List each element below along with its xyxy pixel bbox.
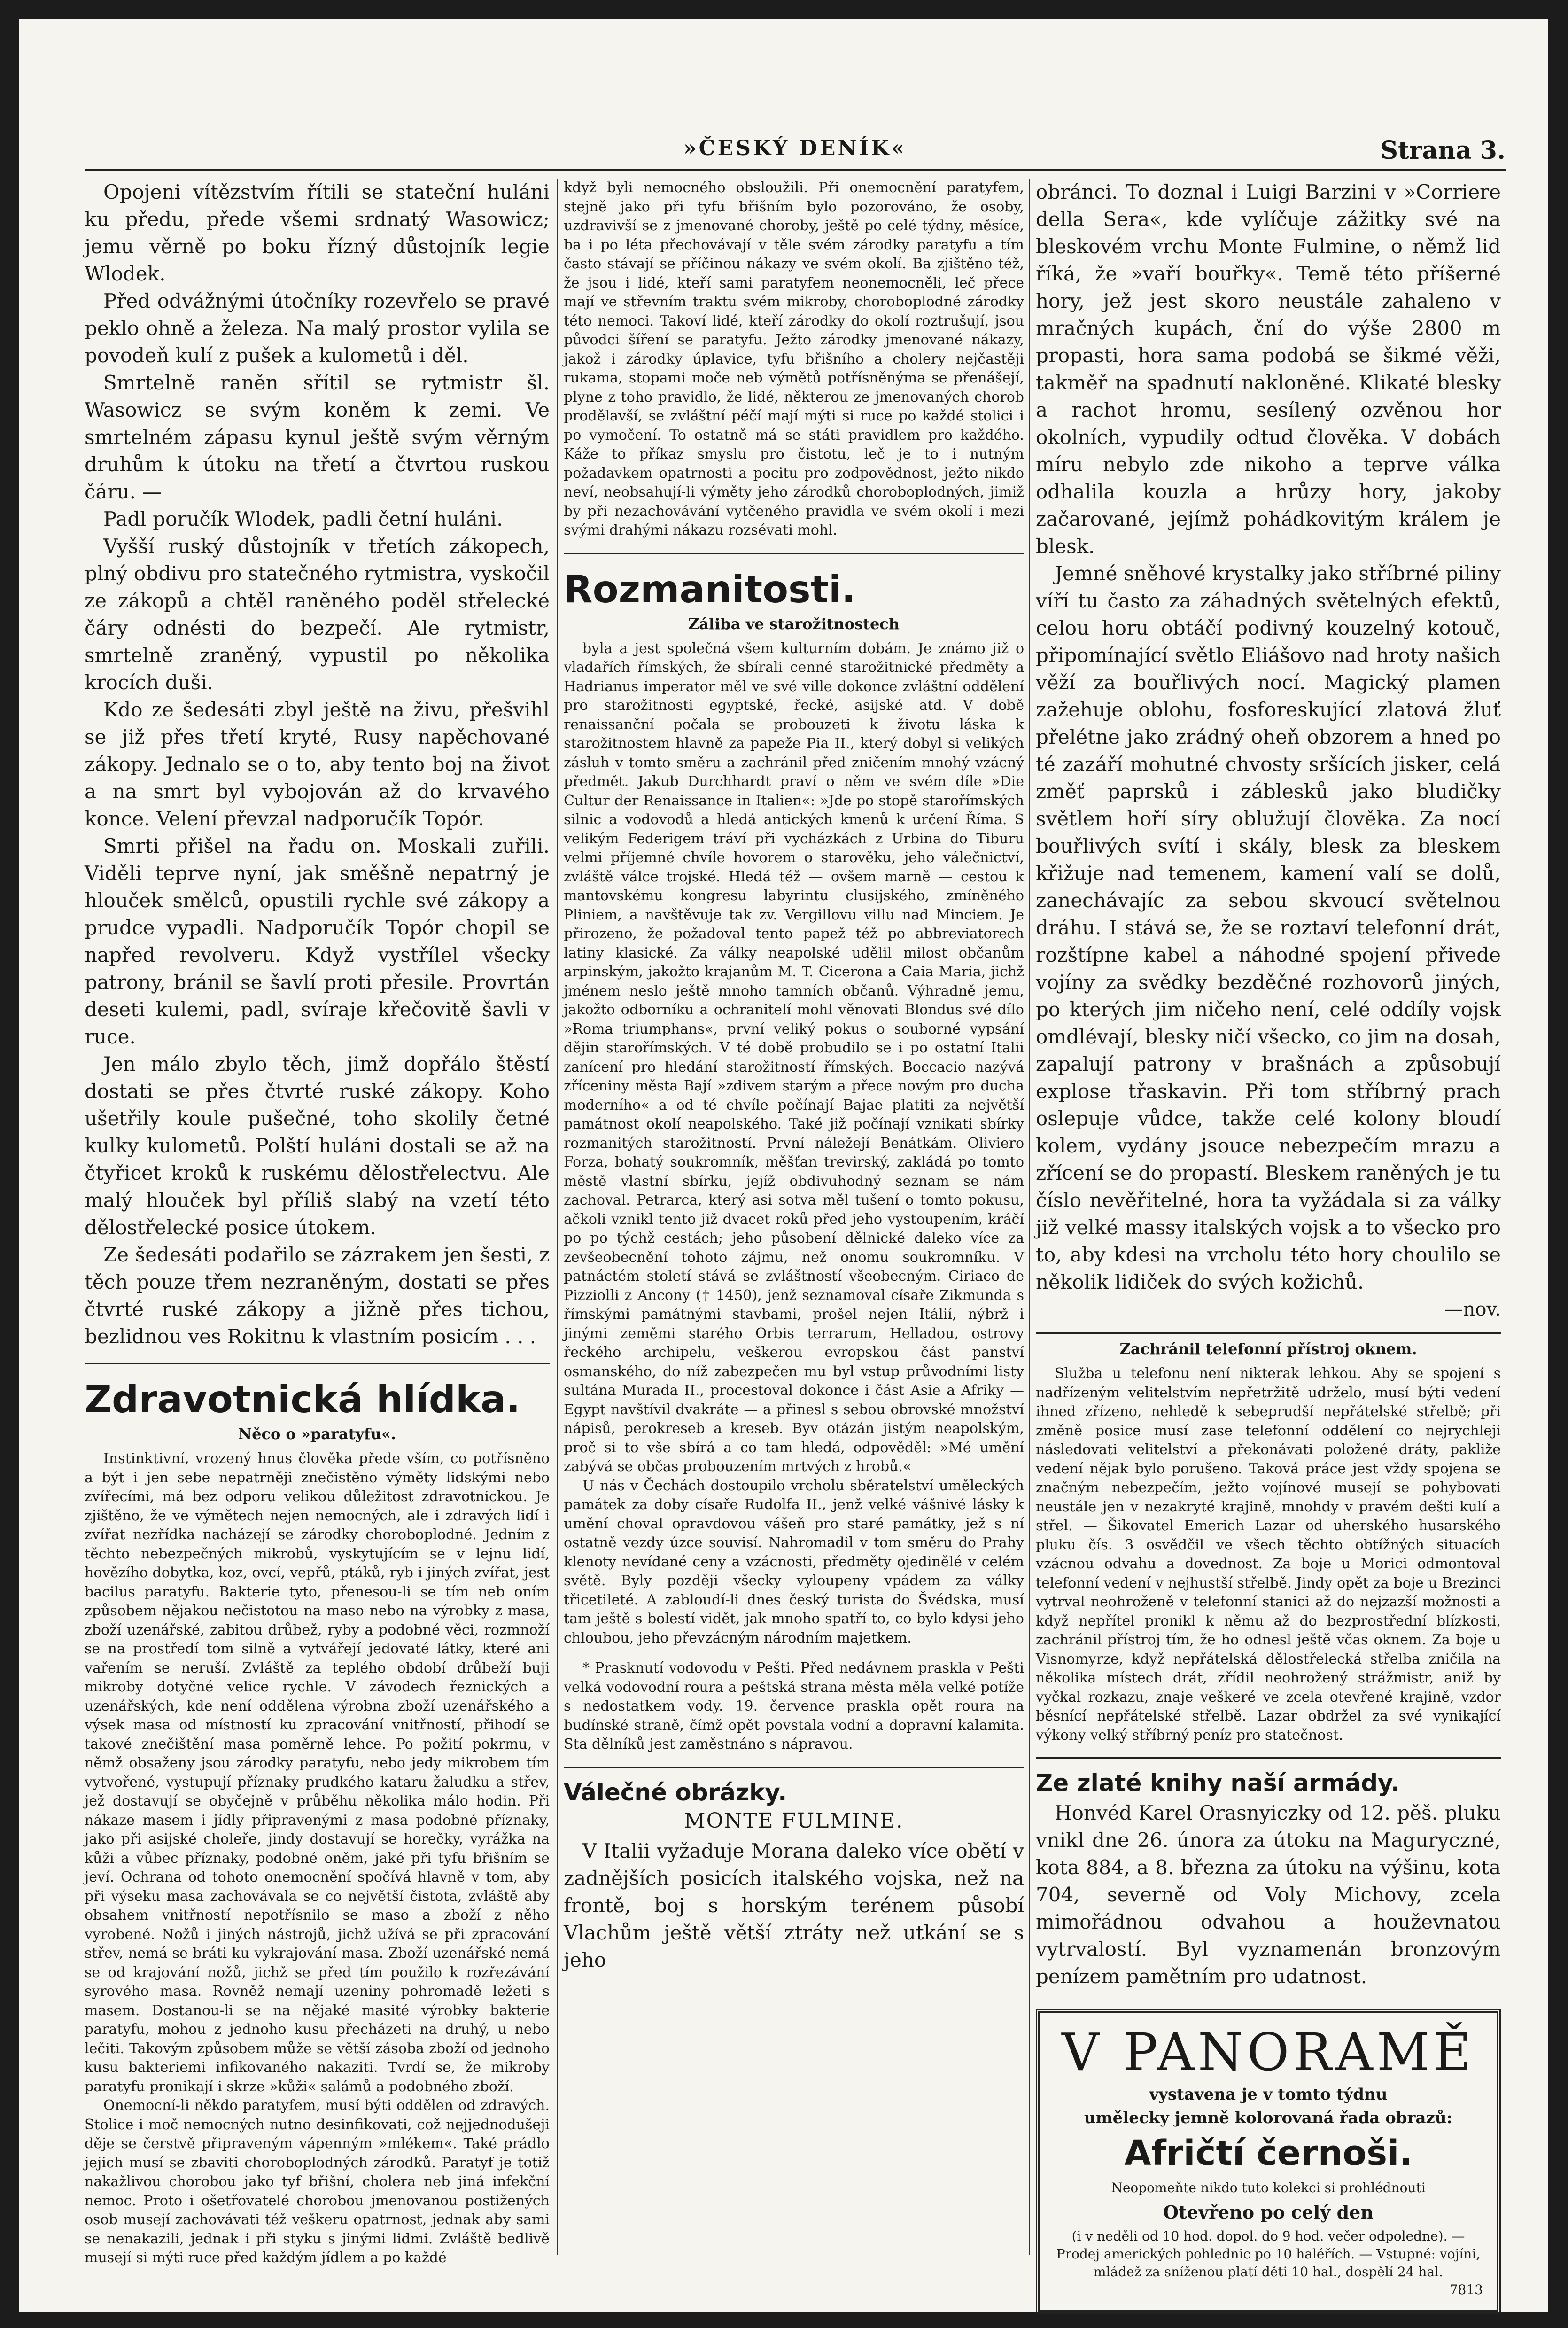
paragraph: Kdo ze šedesáti zbyl ještě na živu, přešvihl se již přes třetí kryté, Rusy napěchované zákopy. Jednalo se o to, aby tento boj na život a na smrt byl vybojován až do krvavého konce. Velení převzal nadporučík Topór. (85, 698, 550, 830)
article-subtitle: MONTE FULMINE. (684, 1808, 904, 1833)
article-subtitle: Něco o »paratyfu«. (238, 1425, 396, 1443)
fulmine-article (564, 1837, 1024, 1974)
masthead: »ČESKÝ DENÍK« (683, 136, 907, 160)
column-rule (557, 179, 558, 2255)
paragraph: Jemné sněhové krystalky jako stříbrné piliny víří tu často za záhadných světelných efektů, celou horu obtáčí podivný kouzelný kotouč, připomínající světlo Eliášovo nad hroty našich věží za bouřlivých nocí. Magický plamen zažehuje oblohu, fosforeskující zlatová žluť přelétne jako zrádný oheň obzorem a hned po té zazáří mohutné chvosty sršících jisker, celá změť paprsků i záblesků jako bludičky světlem hoří síry oblužují člověka. Za nocí bouřlivých svítí i skály, blesk za bleskem křižuje nad temenem, kamení valí se dolů, zanechávajíc za sebou skvoucí světelnou dráhu. I stává se, že se roztaví telefonní drát, rozštípne kabel a náhodné spojení přivede vojíny za svědky bezděčné rozhovorů jiných, po kterých jim ničeho není, celé oddíly vojsk omdlévají, blesky ničí všecko, co jim na dosah, zapalují patrony v brašnách a způsobují explose třaskavin. Při tom stříbrný prach oslepuje vůdce, takže celé kolony bloudí kolem, vydány jsouce nebezpečím mrazu a zřícení se do propastí. Bleskem raněných je tu číslo nevěřitelné, hora ta vyžádala si za války již velké massy italských vojsk a to všecko pro to, aby kdesi na vrcholu této hory choulilo se několik lidiček do svých kožichů. (1036, 562, 1501, 1293)
section-divider (1036, 1332, 1501, 1334)
column-1 (85, 179, 550, 2266)
paragraph: Jen málo zbylo těch, jimž dopřálo štěstí dostati se přes čtvrté ruské zákopy. Koho ušetřily koule pušečné, toho skolily četné kulky kulometů. Polští huláni dostali se až na čtyřicet kroků k ruskému dělostřelectvu. Ale malý hlouček byl příliš slabý na vzetí této dělostřelecké posice útokem. (85, 1052, 550, 1239)
section-divider (1036, 1757, 1501, 1759)
ad-note: Neopomeňte nikdo tuto kolekci si prohlédnouti (1111, 2180, 1426, 2196)
ad-title: V PANORAMĚ (1062, 2022, 1475, 2082)
paragraph: Služba u telefonu není nikterak lehkou. Aby se spojení s nadřízeným velitelstvím nepřetržitě udrželo, musí býti vedení ihned zřízeno, nehledě k sebeprudší nepřátelské střelbě; při změně posice musí zase telefonní oddělení co nejrychleji následovati velitelství a překonávati položené dráty, pakliže vedení nějak bylo porušeno. Taková práce jest vždy spojena se značným nebezpečím, ježto vojínové musejí se pohybovati neustále jen v nezakryté krajině, mnohdy v pravém dešti kulí a střel. — Šikovatel Emerich Lazar od uherského husarského pluku čís. 3 osvědčil ve všech těchto obtížných situacích vzácnou odvahu a dovednost. Za boje u Morici odmontoval telefonní vedení v nejhustší střelbě. Jindy opět za boje u Brezinci vytrval neohroženě v telefonní stanici až do nejzazší možnosti a když nepřítel pronikl k němu až do bezprostřední blízkosti, zachránil přístroj tím, že ho odnesl ještě včas oknem. Za boje u Visnomyrze, když nepřátelská dělostřelecká střelba zničila na několika místech drát, zřídil neohrožený strážmistr, aniž by vyčkal rozkazu, znaje veškeré ve zcela otevřené krajině, vzdor běsnící nepřátelské střelbě. Lazar obdržel za své vynikající výkony velký stříbrný peníz pro statečnost. (1036, 1365, 1501, 1744)
paragraph: U nás v Čechách dostoupilo vrcholu sběratelství uměleckých památek za doby císaře Rudolfa II., jenž velké vášnivé lásky k umění choval opravdovou vášeň pro staré památky, jež s ní ostatně vezdy úzce souvisí. Nahromadil v tom směru do Prahy klenoty nevídané ceny a vzácnosti, předměty ojedinělé v celém světě. Byly později všecky vyloupeny vpádem za války třicetileté. A zabloudí-li dnes český turista do Švédska, musí tam ještě s bolestí vidět, jak mnoho spatří to, co bylo kdysi jeho chloubou, jeho převzácným národním majetkem. (564, 1477, 1024, 1646)
health-article-continued (564, 179, 1024, 540)
paragraph: Padl poručík Wlodek, padli četní huláni. (103, 507, 503, 530)
war-report-article (85, 179, 550, 1350)
paragraph: * Prasknutí vodovodu v Pešti. Před nedávnem praskla v Pešti velká vodovodní roura a peštská strana města měla velké potíže s nedostatkem vody. 19. července praskla opět roura na budínské straně, čímž opět povstala vodní a dopravní kalamita. Sta dělníků jest zaměstnáno s nápravou. (564, 1660, 1024, 1752)
paragraph: V Italii vyžaduje Morana daleko více obětí v zadnějších posicích italského vojska, než na frontě, boj s horským terénem působí Vlachům ještě větší ztráty než utkání se s jeho (564, 1839, 1024, 1971)
newspaper-page (19, 19, 1548, 2312)
fulmine-article-continued (1036, 179, 1501, 1320)
ad-opening-hours: Otevřeno po celý den (1163, 2202, 1374, 2223)
paragraph: Honvéd Karel Orasnyiczky od 12. pěš. pluku vnikl dne 26. února za útoku na Maguryczné, kota 884, a 8. března za útoku na výšinu, kota 704, severně od Voly Michovy, zcela mimořádnou odvahou a houževnatou vytrvalostí. Byl vyznamenán bronzovým penízem pamětním pro udatnost. (1036, 1801, 1501, 1988)
section-title-misc: Rozmanitosti. (564, 567, 856, 611)
article-subtitle: Záliba ve starožitnostech (688, 615, 900, 633)
ad-line: umělecky jemně kolorovaná řada obrazů: (1084, 2109, 1453, 2127)
paragraph: když byli nemocného obsloužili. Při onemocnění paratyfem, stejně jako při tyfu břišním bylo pozorováno, že osoby, uzdravivší se z jmenované choroby, ještě po celé týdny, měsíce, ba i po léta přechovávají v těle svém zárodky paratyfu a tím často stávají se příčinou nákazy ve svém okolí. Ba zjištěno též, že jsou i lidé, kteří sami paratyfem neonemocněli, leč přece mají ve střevním traktu svém mikroby, choroboplodné zárodky této nemoci. Takoví lidé, kteří zárodky do okolí roztrušují, jsou původci šíření se paratyfu. Ježto zárodky jmenované nákazy, jakož i zárodky úplavice, tyfu břišního a cholery nejčastěji rukama, stopami moče neb výmětů potřísněnýma se přenášejí, plyne z toho pravidlo, že lidé, některou ze jmenovaných chorob prodělavší, se zvláštní péčí mají mýti si ruce po každé stolici i po vymočení. To ostatně má se státi pravidlem pro každého. Káže to příkaz smyslu pro čistotu, leč je to i nutným požadavkem opatrnosti a pocitu pro zodpovědnost, ježto nikdo neví, neobsahují-li výměty jeho zárodků choroboplodných, jimiž by při nezachovávání vytčeného pravidla ve svém okolí i mezi svými drahými nákazu rozsévati mohl. (564, 179, 1024, 538)
health-article (85, 1449, 550, 2268)
golden-book-article (1036, 1799, 1501, 1990)
news-brief (564, 1659, 1024, 1754)
section-title-health: Zdravotnická hlídka. (85, 1378, 520, 1421)
page-number: Strana 3. (1380, 136, 1506, 165)
section-divider (85, 1363, 550, 1364)
paragraph: byla a jest společná všem kulturním dobám. Je známo již o vladařích římských, že sbírali cenné starožitnické předměty a Hadrianus imperator měl ve své ville dokonce zvláštní oddělení pro starožitnosti egyptské, řecké, asijské atd. V době renaissanční počala se probouzeti k životu láska k starožitnostem hlavně za papeže Pia II., který dobyl si velikých zásluh v tomto směru a zachránil před zničením mnohý vzácný předmět. Jakub Durchhardt praví o něm ve svém díle »Die Cultur der Renaissance in Italien«: »Jde po stopě starořímských silnic a vodovodů a hledá antických kmenů k určení Říma. S velikým Federigem tráví při vycházkách z Urbina do Tiburu velmi příjemné chvíle hovorem o starověku, jeho válečnictví, zvláště válce trojské. Hledá též — ovšem marně — cestou k mantovskému kongresu labyrintu clusijského, zmíněného Pliniem, a navštěvuje tak zv. Vergillovu villu nad Minciem. Je přirozeno, že požadoval tento papež též po abbreviatorech latiny klasické. Za války neapolské udělil milost občanům arpinským, jakožto krajanům M. T. Cicerona a Caia Maria, jichž jménem neslo ještě mnoho tamních občanů. Výhradně jemu, jakožto odborníku a ochranitelí mohl věnovati Blondus své dílo »Roma triumphans«, první veliký pokus o souborné vypsání dějin starořímských. V té době probudilo se i po ostatní Italii zanícení pro hledání starožitností římských. Boccacio nazývá zříceniny města Bají »zdivem starým a přece novým pro ducha moderního« a od té chvíle počínají Bajae platiti za největší památnost okolí neapolského. Také již počínají vznikati sbírky rozmanitých starožitností. První náležejí Benátkám. Oliviero Forza, bohatý soukromník, měšťan trevirský, zakládá po tomto městě vlastní sbírku, jejíž obdivuhodný seznam se nám zachoval. Petrarca, který asi sotva měl tušení o tomto pokusu, ačkoli vznikl tento již dvacet roků před jeho vystoupením, kráčí po po týchž cestách; jeho působení dělnické daleko více za zevšeobecnění tohoto zájmu, než onomu soukromníku. V patnáctém století stává se zvláštností všeobecným. Ciriaco de Pizziolli z Ancony († 1450), jenž seznamoval císaře Zikmunda s římskými památnými stavbami, prošel nejen Itálií, nýbrž i jinými zeměmi starého Orbis terrarum, Helladou, ostrovy řeckého archipelu, veškerou evropskou část panství osmanského, do níž zabezpečen mu byl vstup průvodními listy sultána Murada II., procestoval dokonce i část Asie a Afriky — Egypt navštívil dvakráte — a přinesl s sebou obrovské množství nápisů, perokreseb a kreseb. Byv otázán jistým neapolským, proč si to vše sbírá a co tam hledá, odpověděl: »Mé umění zabývá se občas probouzením mrtvých z hrobů.« (564, 640, 1024, 1475)
paragraph: Smrti přišel na řadu on. Moskali zuřili. Viděli teprve nyní, jak směšně nepatrný je hlouček smělců, opustili rychle své zákopy a prudce vypadli. Nadporučík Topór chopil se napřed revolveru. Když vystřílel všecky patrony, bránil se šavlí proti přesile. Provrtán deseti kulemi, padl, svíraje křečovitě šavli v ruce. (85, 834, 550, 1048)
column-rule (1029, 179, 1030, 2255)
paragraph: Před odvážnými útočníky rozevřelo se pravé peklo ohně a železa. Na malý prostor vylila se povodeň kulí z pušek a kulometů i děl. (85, 289, 550, 367)
section-divider (564, 1767, 1024, 1768)
panorama-advertisement (1036, 2009, 1501, 2314)
paragraph: Onemocní-li někdo paratyfem, musí býti oddělen od zdravých. Stolice i moč nemocných nutno desinfikovati, což nejjednodušeji děje se čerstvě připraveným vápenným »mlékem«. Také prádlo jejich musí se zbaviti choroboplodných zárodků. Paratyf je totiž nakažlivou chorobou jako tyf břišní, cholera neb jiná infekční nemoc. Proto i ošetřovatelé chorobou jmenovanou postižených osob musejí zachovávati též veškeru opatrnost, jednak aby sami se nenakazili, jednak i při styku s jinými lidmi. Zvláště bedlivě musejí si mýti ruce před každým jídlem a po každé (85, 2097, 550, 2266)
paragraph: Ze šedesáti podařilo se zázrakem jen šesti, z těch pouze třem nezraněným, dostati se přes čtvrté ruské zákopy a jižně přes tichou, bezlidnou ves Rokitnu k vlastním posicím . . . (85, 1243, 550, 1348)
paragraph: obránci. To doznal i Luigi Barzini v »Corriere della Sera«, kde vylíčuje zážitky své na bleskovém vrchu Monte Fulmine, o němž lid říká, že »vaří bouřky«. Temě této příšerné hory, jež jest skoro neustále zahaleno v mračných kupách, ční do výše 2800 m propasti, hora sama podobá se šikmé věži, takměř na spadnutí nakloněné. Klikaté blesky a rachot hromu, sesílený ozvěnou hor okolních, vypudily odtud člověka. V dobách míru nebylo zde nikoho a teprve válka odhalila kouzla a hrůzy hory, jakoby začarované, jejímž pohádkovitým králem je blesk. (1036, 180, 1501, 558)
paragraph: Opojeni vítězstvím řítili se stateční huláni ku předu, přede všemi srdnatý Wasowicz; jemu věrně po boku řízný důstojník legie Wlodek. (85, 180, 550, 285)
column-3 (1036, 179, 1501, 2297)
section-title-war-pictures: Válečné obrázky. (564, 1778, 787, 1806)
ad-prices: (i v neděli od 10 hod. dopol. do 9 hod. večer odpoledne). — Prodej amerických pohlednic po 10 haléřích. — Vstupné: vojíni, mládež za sníženou platí děti 10 hal., dospělí 24 hal. (1056, 2228, 1481, 2280)
ad-line: vystavena je v tomto týdnu (1149, 2085, 1388, 2104)
paragraph: Smrtelně raněn sřítil se rytmistr šl. Wasowicz se svým koněm k zemi. Ve smrtelném zápasu kynul ještě svým věrným druhům k útoku na třetí a čtvrtou ruskou čáru. — (85, 371, 550, 503)
section-divider (564, 553, 1024, 554)
column-2 (564, 179, 1024, 2255)
paragraph: Vyšší ruský důstojník v třetích zákopech, plný obdivu pro statečného rytmistra, vyskočil ze zákopů a chtěl raněného poděl střelecké čáry odnésti do bezpečí. Ale rytmistr, smrtelně zraněný, vypustil po několika krocích duši. (85, 535, 550, 694)
page-header (85, 127, 1506, 171)
author-signature: —nov. (1444, 1299, 1501, 1320)
telephone-article (1036, 1364, 1501, 1745)
antiques-article (564, 639, 1024, 1648)
paragraph: Instinktivní, vrozený hnus člověka přede vším, co potřísněno a být i jen sebe nepatrněji znečistěno výměty lidskými nebo zvířecími, má bez odporu velikou důležitost zdravotnickou. Je zjištěno, že ve výmětech nejen nemocných, ale i zdravých lidí i zvířat nezřídka nacházejí se zárodky choroboplodné. Jedním z těchto nebezpečných mikrobů, vyskytujícím se v lejnu lidí, hovězího dobytka, koz, ovcí, vepřů, ptáků, ryb i jiných zvířat, jest bacilus paratyfu. Bakterie tyto, přenesou-li se tím neb oním způsobem nějakou nečistotou na maso nebo na výrobky z masa, zboží uzenářské, zabitou drůbež, ryby a podobné věci, rozmnoží se na prostředí tom silně a vytvářejí jedovaté látky, které ani vařením se neruší. Zvláště za teplého období drůbeží buji mikroby dotyčné velice rychle. V závodech řeznických a uzenářských, kde není oddělena výrobna zboží uzenářského a výsek masa od místností ku zpracování vnitřností, přihodí se takové znečištění masa poměrně lehce. Po požití pokrmu, v němž obsaženy jsou zárodky paratyfu, nebo jedy mikrobem tím vytvořené, vystupují příznaky prudkého kataru žaludku a střev, jež dostavují se obyčejně v průběhu několika málo hodin. Při nákaze masem i jídly připravenými z masa podobné příznaky, jako při asijské choleře, jindy dostavují se horečky, vyrážka na kůži a vůbec příznaky, podobné oněm, jaké při tyfu břišním se jeví. Ochrana od tohoto onemocnění spočívá hlavně v tom, aby při výseku masa zachovávala se co největší čistota, zvláště aby obsahem vnitřností nepotřísnilo se maso a zboží z něho vyrobené. Nožů i jiných nástrojů, jichž užívá se při zpracování střev, nemá se bráti ku vykrajování masa. Zboží uzenářské nemá se od krajování nožů, jichž se před tím použilo k rozřezávání syrového masa. Rovněž nemají uzeniny pohromadě ležeti s masem. Dostanou-li se na nějaké masité výrobky bakterie paratyfu, mohou z jednoho kusu přecházeti na druhý, u nebo lečiti. Takovým způsobem může se větší zásoba zboží od jednoho kusu bakteriemi infikovaného nakaziti. Tvrdí se, že mikroby paratyfu pronikají i skrze »kůži« salámů a podobného zboží. (85, 1450, 550, 2095)
ad-code: 7813 (1449, 2282, 1483, 2297)
section-title-golden-book: Ze zlaté knihy naší armády. (1036, 1769, 1400, 1797)
ad-exhibit-title: Afričtí černoši. (1124, 2133, 1413, 2173)
article-subtitle: Zachránil telefonní přístroj oknem. (1119, 1340, 1417, 1358)
